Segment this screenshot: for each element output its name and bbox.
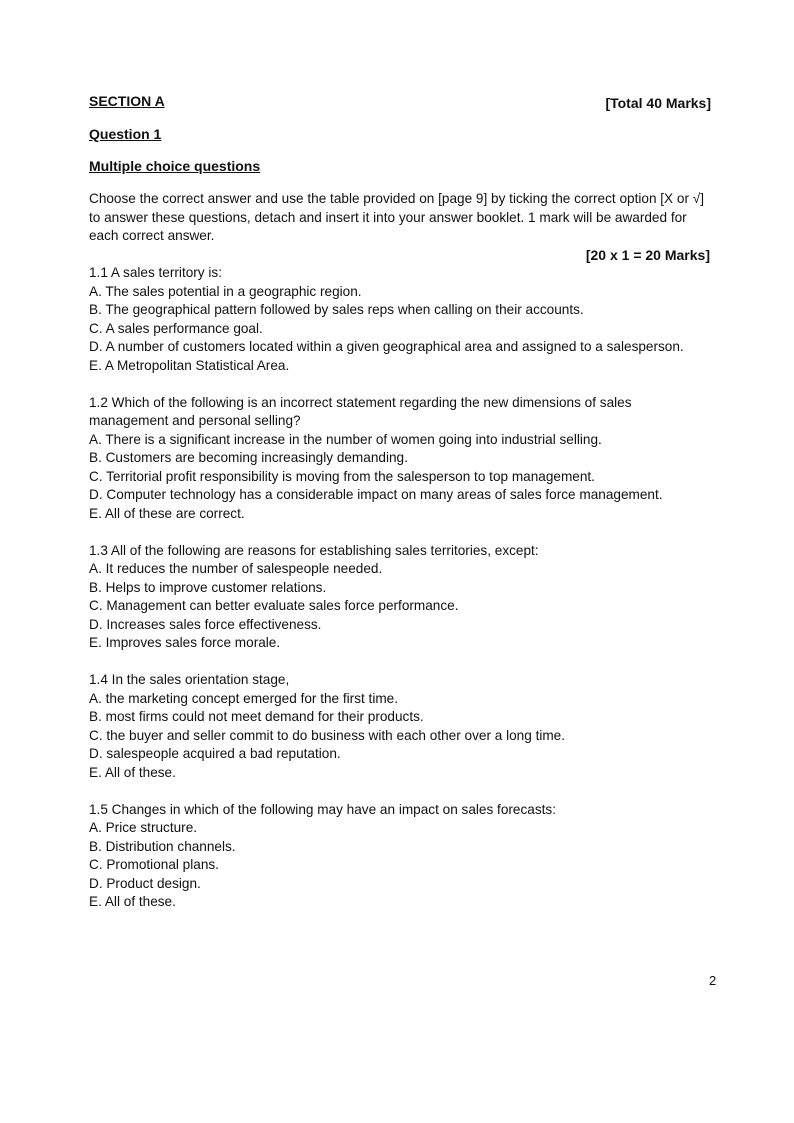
question-stem: 1.1 A sales territory is: <box>89 265 222 280</box>
answer-option: D. Computer technology has a considerable impact on many areas of sales force management. <box>89 487 663 502</box>
page-number: 2 <box>709 973 717 988</box>
question-item <box>89 264 729 375</box>
answer-option: B. Helps to improve customer relations. <box>89 579 327 595</box>
answer-option: B. The geographical pattern followed by sales reps when calling on their accounts. <box>89 302 584 317</box>
answer-option: B. Customers are becoming increasingly demanding. <box>89 450 408 465</box>
answer-option: C. A sales performance goal. <box>89 320 263 336</box>
answer-option: A. There is a significant increase in the number of women going into industrial selling. <box>89 431 602 447</box>
question-item <box>89 394 729 524</box>
answer-option: A. It reduces the number of salespeople needed. <box>89 561 383 576</box>
answer-option: C. the buyer and seller commit to do business with each other over a long time. <box>89 727 566 743</box>
answer-option: B. Distribution channels. <box>89 838 236 854</box>
answer-option: E. All of these are correct. <box>89 505 245 521</box>
question-list <box>89 264 729 930</box>
answer-option: E. All of these. <box>89 894 176 909</box>
question-stem: 1.5 Changes in which of the following may have an impact on sales forecasts: <box>89 801 556 817</box>
marks-allocation: [20 x 1 = 20 Marks] <box>585 247 710 263</box>
answer-option: B. most firms could not meet demand for their products. <box>89 709 424 724</box>
answer-option: C. Territorial profit responsibility is moving from the salesperson to top management. <box>89 468 595 484</box>
answer-option: C. Promotional plans. <box>89 857 219 872</box>
answer-option: A. Price structure. <box>89 820 198 835</box>
instructions: Choose the correct answer and use the table provided on [page 9] by ticking the correct option [X or √] to answer these questions, detach and insert it into your answer booklet. 1 mark will be awarded for each correct answer. <box>89 191 705 243</box>
answer-option: E. Improves sales force morale. <box>89 635 281 650</box>
section-heading: SECTION A <box>89 93 165 109</box>
question-stem: 1.2 Which of the following is an incorrect statement regarding the new dimensions of sales management and personal selling? <box>89 394 632 428</box>
answer-option: D. Product design. <box>89 875 201 891</box>
question-stem: 1.3 All of the following are reasons for establishing sales territories, except: <box>89 542 539 558</box>
answer-option: E. A Metropolitan Statistical Area. <box>89 357 290 373</box>
question-heading: Question 1 <box>89 126 162 142</box>
question-stem: 1.4 In the sales orientation stage, <box>89 672 290 687</box>
question-item <box>89 671 729 782</box>
answer-option: A. The sales potential in a geographic region. <box>89 283 362 299</box>
answer-option: A. the marketing concept emerged for the first time. <box>89 690 399 706</box>
question-item <box>89 542 729 653</box>
answer-option: D. Increases sales force effectiveness. <box>89 616 322 632</box>
answer-option: D. A number of customers located within a given geographical area and assigned to a salesperson. <box>89 339 684 354</box>
total-marks: [Total 40 Marks] <box>605 95 711 111</box>
question-item <box>89 801 729 912</box>
answer-option: E. All of these. <box>89 764 176 780</box>
answer-option: D. salespeople acquired a bad reputation. <box>89 746 341 761</box>
answer-option: C. Management can better evaluate sales force performance. <box>89 598 459 613</box>
subtitle-heading: Multiple choice questions <box>89 158 261 174</box>
